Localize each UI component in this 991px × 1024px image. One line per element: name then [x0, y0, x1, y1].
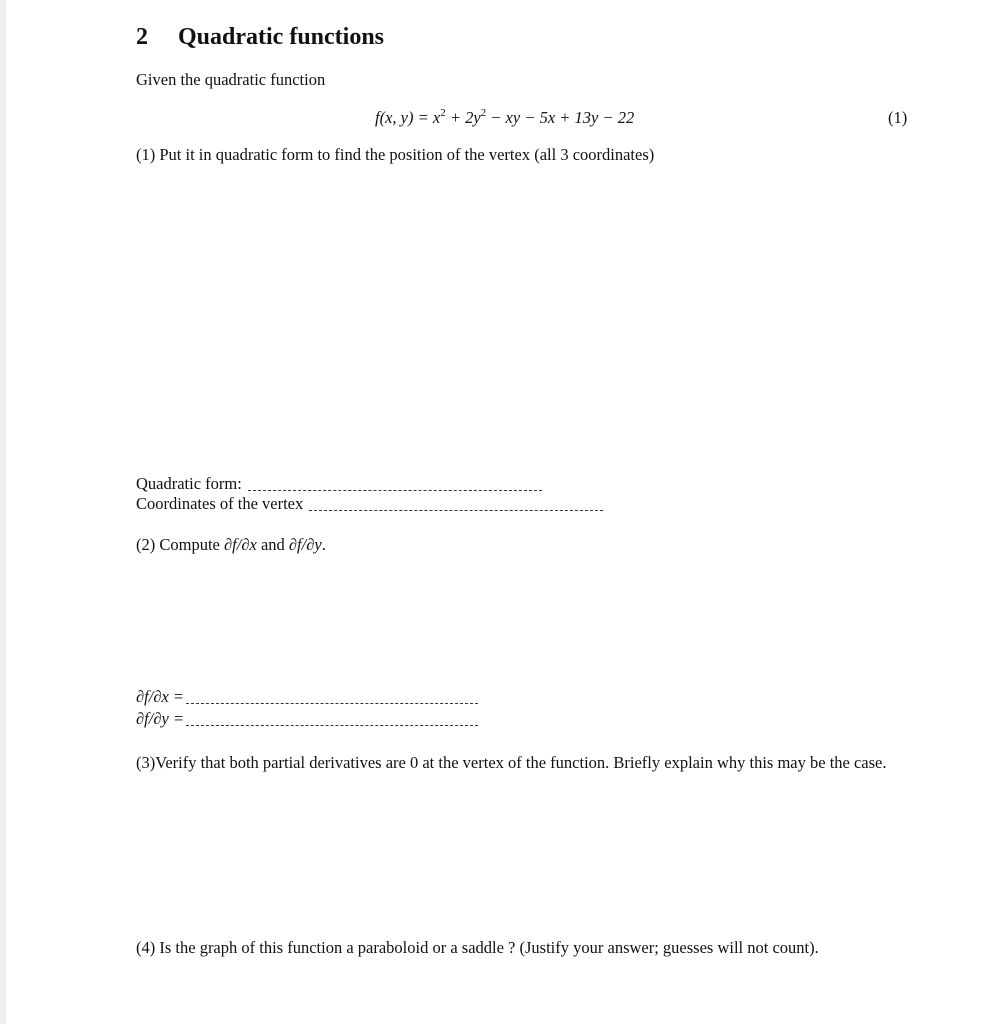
- vertex-answer-line: [136, 494, 603, 514]
- question-2-dfdx: ∂f/∂x: [224, 535, 257, 554]
- question-2-prefix: (2) Compute: [136, 535, 224, 554]
- vertex-label: Coordinates of the vertex: [136, 494, 304, 513]
- dfdy-blank[interactable]: [186, 725, 478, 726]
- question-2-dfdy: ∂f/∂y: [288, 535, 322, 554]
- equation-part-3: − xy − 5x + 13y − 22: [486, 108, 635, 127]
- dfdy-answer-line: [136, 709, 478, 729]
- section-heading: [136, 24, 384, 51]
- quadratic-equation: [375, 107, 634, 128]
- question-2: [136, 535, 326, 555]
- quadratic-form-blank[interactable]: [248, 490, 542, 491]
- quadratic-form-answer-line: [136, 474, 542, 494]
- quadratic-form-label: Quadratic form:: [136, 474, 242, 493]
- dfdx-blank[interactable]: [186, 703, 478, 704]
- equation-exponent-y: 2: [480, 107, 487, 119]
- section-number: 2: [136, 24, 148, 50]
- question-2-and: and: [256, 535, 289, 554]
- dfdy-label: ∂f/∂y =: [136, 709, 185, 728]
- equation-number: (1): [888, 108, 908, 127]
- dfdx-label: ∂f/∂x =: [136, 687, 185, 706]
- question-2-suffix: .: [321, 535, 326, 554]
- vertex-blank[interactable]: [309, 510, 603, 511]
- question-3: (3)Verify that both partial derivatives are 0 at the vertex of the function. Briefly explain why this may be the case.: [136, 753, 887, 772]
- equation-lhs: f(x, y) = x: [375, 108, 441, 127]
- intro-text: Given the quadratic function: [136, 70, 326, 89]
- equation-exponent-x: 2: [440, 107, 446, 119]
- question-1: (1) Put it in quadratic form to find the position of the vertex (all 3 coordinates): [136, 145, 655, 164]
- section-title: Quadratic functions: [178, 24, 385, 50]
- question-4: (4) Is the graph of this function a paraboloid or a saddle ? (Justify your answer; guesses will not count).: [136, 938, 819, 957]
- equation-part-2: + 2y: [445, 108, 481, 127]
- dfdx-answer-line: [136, 687, 478, 707]
